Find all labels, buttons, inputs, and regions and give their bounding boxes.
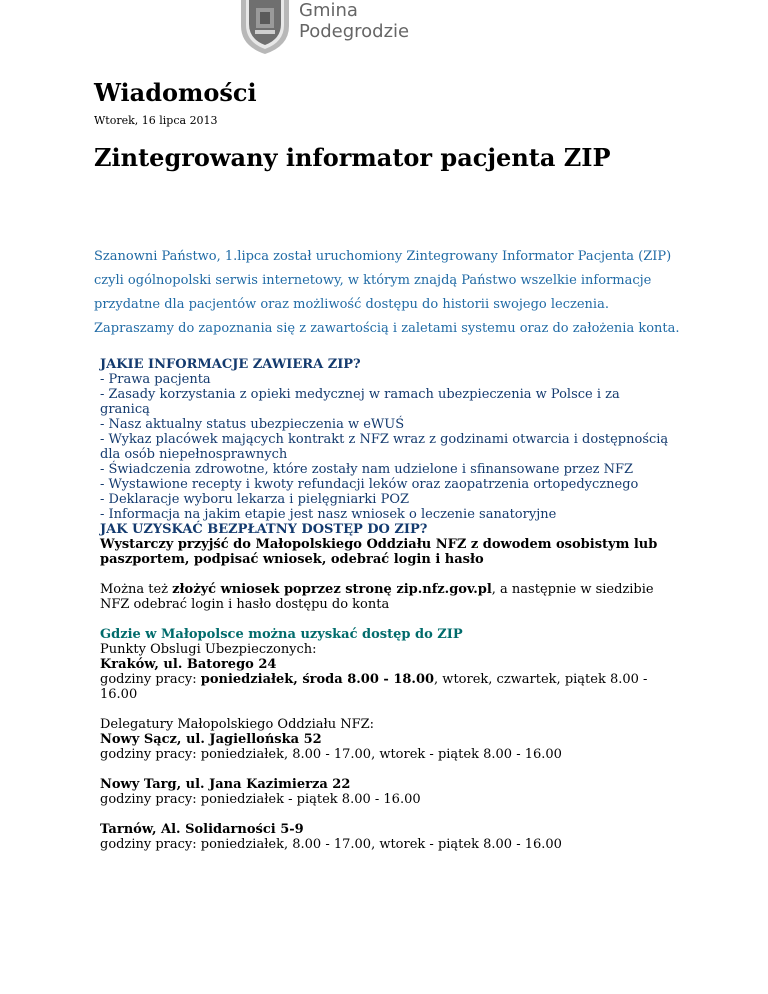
list-item: - Prawa pacjenta — [100, 372, 211, 387]
nowy-targ-address-text: Nowy Targ, ul. Jana Kazimierza 22 — [100, 777, 351, 792]
article-date: Wtorek, 16 lipca 2013 — [94, 114, 218, 127]
list-item: - Nasz aktualny status ubezpieczenia w eWUŚ — [100, 417, 405, 432]
krakow-hours-pre: godziny pracy: — [100, 672, 201, 687]
nowy-sacz-hours: godziny pracy: poniedziałek, 8.00 - 17.00, wtorek - piątek 8.00 - 16.00 — [100, 747, 562, 762]
access-heading: JAK UZYSKAĆ BEZPŁATNY DOSTĘP DO ZIP? — [100, 522, 428, 537]
site-header — [237, 0, 497, 56]
access-alternative — [100, 582, 670, 612]
krakow-address-text: Kraków, ul. Batorego 24 — [100, 657, 277, 672]
krakow-hours — [100, 672, 670, 702]
tarnow-address — [100, 822, 670, 837]
coat-of-arms-logo[interactable] — [237, 0, 293, 54]
tarnow-address-text: Tarnów, Al. Solidarności 5-9 — [100, 822, 304, 837]
pou-label: Punkty Obslugi Ubezpieczonych: — [100, 642, 317, 657]
access-alt-link-text: złożyć wniosek poprzez stronę zip.nfz.gov.pl — [172, 582, 492, 597]
list-item: - Zasady korzystania z opieki medycznej w ramach ubezpieczenia w Polsce i za granicą — [100, 387, 620, 417]
krakow-hours-bold: poniedziałek, środa 8.00 - 18.00 — [200, 672, 435, 687]
list-item: - Wykaz placówek mających kontrakt z NFZ wraz z godzinami otwarcia i dostępnością dla osób niepełnosprawnych — [100, 432, 669, 462]
access-bold-text: Wystarczy przyjść do Małopolskiego Oddziału NFZ z dowodem osobistym lub paszportem, podpisać wniosek, odebrać login i hasło — [100, 537, 658, 567]
nowy-sacz-address-text: Nowy Sącz, ul. Jagiellońska 52 — [100, 732, 322, 747]
access-instructions — [100, 537, 670, 567]
krakow-address — [100, 657, 670, 672]
info-heading: JAKIE INFORMACJE ZAWIERA ZIP? — [100, 357, 361, 372]
list-item: - Informacja na jakim etapie jest nasz wniosek o leczenie sanatoryjne — [100, 507, 557, 522]
krakow-hours-post: , wtorek, czwartek, piątek 8.00 - 16.00 — [100, 672, 648, 702]
article-title: Zintegrowany informator pacjenta ZIP — [94, 143, 611, 172]
tarnow-hours: godziny pracy: poniedziałek, 8.00 - 17.00, wtorek - piątek 8.00 - 16.00 — [100, 837, 562, 852]
site-brand[interactable] — [299, 0, 409, 42]
list-item: - Świadczenia zdrowotne, które zostały nam udzielone i sfinansowane przez NFZ — [100, 462, 634, 477]
article-body — [100, 357, 670, 852]
nowy-targ-address — [100, 777, 670, 792]
nowy-targ-hours: godziny pracy: poniedziałek - piątek 8.00 - 16.00 — [100, 792, 421, 807]
delegatures-label: Delegatury Małopolskiego Oddziału NFZ: — [100, 717, 375, 732]
access-alt-pre: Można też — [100, 582, 173, 597]
brand-line-1: Gmina — [299, 0, 358, 21]
locations-heading: Gdzie w Małopolsce można uzyskać dostęp do ZIP — [100, 627, 463, 642]
list-item: - Wystawione recepty i kwoty refundacji leków oraz zaopatrzenia ortopedycznego — [100, 477, 639, 492]
brand-line-2: Podegrodzie — [299, 21, 410, 42]
section-title: Wiadomości — [94, 78, 257, 107]
list-item: - Deklaracje wyboru lekarza i pielęgniarki POZ — [100, 492, 410, 507]
access-alt-post: , a następnie w siedzibie NFZ odebrać login i hasło dostępu do konta — [100, 582, 654, 612]
intro-paragraph: Szanowni Państwo, 1.lipca został uruchomiony Zintegrowany Informator Pacjenta (ZIP) czyli ogólnopolski serwis internetowy, w którym znajdą Państwo wszelkie informacje przydatne dla pacjentów oraz możliwość dostępu do historii swojego leczenia. Zapraszamy do zapoznania się z zawartością i zaletami systemu oraz do założenia konta. — [94, 249, 680, 336]
page-content — [94, 78, 694, 173]
nowy-sacz-address — [100, 732, 670, 747]
